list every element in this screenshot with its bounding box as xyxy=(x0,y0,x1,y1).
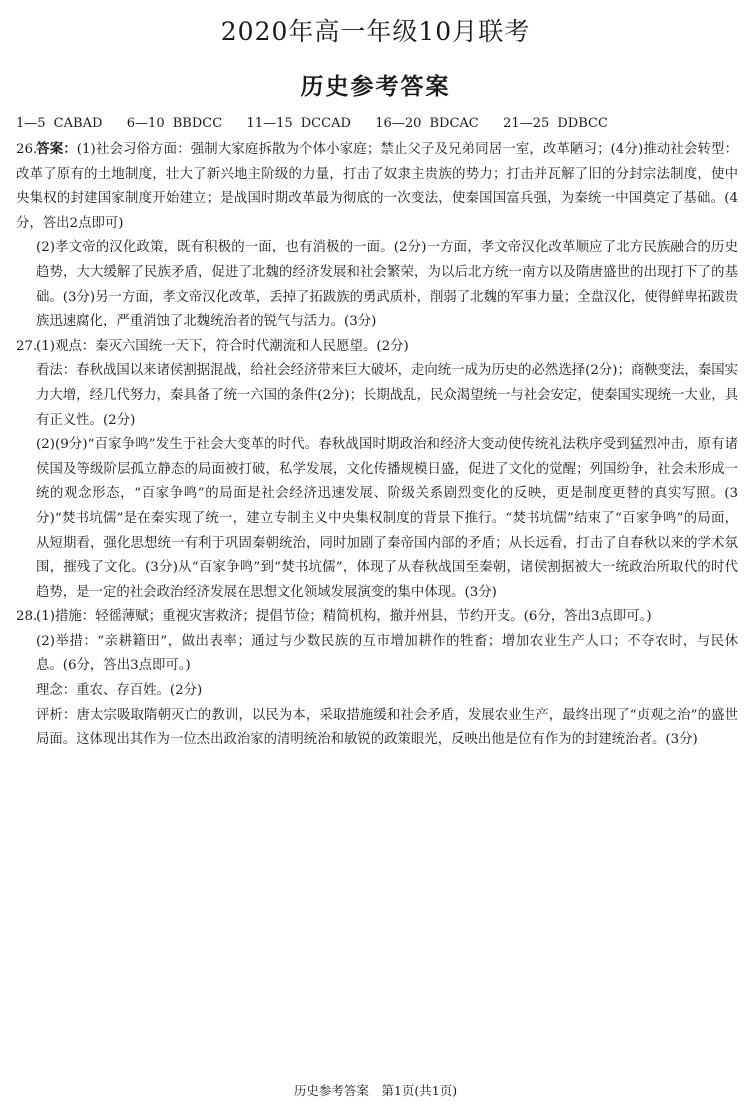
question-27-view: 看法：春秋战国以来诸侯割据混战，给社会经济带来巨大破坏，走向统一成为历史的必然选择(2分)；商鞅变法，秦国实力大增，经几代努力，秦具备了统一六国的条件(2分)；长期战乱，民众渴望统一与社会安定，使秦国实现统一大业，具有正义性。(2分) xyxy=(36,363,738,428)
question-number-26: 26. xyxy=(16,142,38,157)
answer-label: 答案： xyxy=(36,142,77,157)
q27-part1-text: (1)观点：秦灭六国统一天下，符合时代潮流和人民愿望。(2分) xyxy=(36,338,409,354)
question-28-evaluation: 评析：唐太宗吸取隋朝灭亡的教训，以民为本，采取措施缓和社会矛盾，发展农业生产，最终出现了“贞观之治”的盛世局面。这体现出其作为一位杰出政治家的清明统治和敏锐的政策眼光，反映出他是位有作为的封建统治者。(3分) xyxy=(36,707,738,748)
question-26-part-2: (2)孝文帝的汉化政策，既有积极的一面，也有消极的一面。(2分)一方面，孝文帝汉化改革顺应了北方民族融合的历史趋势，大大缓解了民族矛盾，促进了北魏的经济发展和社会繁荣，为以后北方统一南方以及隋唐盛世的出现打下了的基础。(3分)另一方面，孝文帝汉化改革，丢掉了拓跋族的勇武质朴，削弱了北魏的军事力量；全盘汉化，使得鲜卑拓跋贵族迅速腐化，严重消蚀了北魏统治者的锐气与活力。(3分) xyxy=(36,240,738,330)
question-27-part-2: (2)(9分)“百家争鸣”发生于社会大变革的时代。春秋战国时期政治和经济大变动使传统礼法秩序受到猛烈冲击，原有诸侯国及等级阶层孤立静态的局面被打破，私学发展，文化传播规模日盛，促进了文化的觉醒；列国纷争，社会未形成一统的观念形态，“百家争鸣”的局面是社会经济迅速发展、阶级关系剧烈变化的反映，更是制度更替的真实写照。(3分)“焚书坑儒”是在秦实现了统一，建立专制主义中央集权制度的背景下推行。“焚书坑儒”结束了“百家争鸣”的局面，从短期看，强化思想统一有利于巩固秦朝统治，同时加剧了秦帝国内部的矛盾；从长远看，打击了自春秋以来的学术氛围，摧残了文化。(3分)从“百家争鸣”到“焚书坑儒”，体现了从春秋战国至秦朝，诸侯割据被大一统政治所取代的时代趋势，是一定的社会政治经济发展在思想文化领域发展演变的集中体现。(3分) xyxy=(36,437,738,600)
multiple-choice-answers: 1—5 CABAD 6—10 BBDCC 11—15 DCCAD 16—20 BDCAC 21—25 DDBCC xyxy=(16,116,608,131)
question-28-concept: 理念：重农、存百姓。(2分) xyxy=(36,683,203,699)
question-number-27: 27. xyxy=(16,338,38,354)
exam-title: 2020年高一年级10月联考 xyxy=(220,17,531,46)
question-28-part-2: (2)举措：“亲耕籍田”，做出表率；通过与少数民族的互市增加耕作的牲畜；增加农业生产人口；不夺农时，与民休息。(6分，答出3点即可。) xyxy=(36,633,738,674)
question-27-part-1 xyxy=(16,335,738,360)
q26-part1-text: (1)社会习俗方面：强制大家庭拆散为个体小家庭；禁止父子及兄弟同居一室，改革陋习；(4分)推动社会转型：改革了原有的土地制度，壮大了新兴地主阶级的力量，打击了奴隶主贵族的势力；打击并瓦解了旧的分封宗法制度，使中央集权的封建国家制度开始建立；是战国时期改革最为彻底的一次变法，使秦国国富兵强，为秦统一中国奠定了基础。(4分，答出2点即可) xyxy=(16,142,738,231)
document-title: 历史参考答案 xyxy=(300,74,451,100)
answer-content xyxy=(16,138,738,753)
page-footer: 历史参考答案 第1页(共1页) xyxy=(293,1083,458,1098)
question-26-part-1 xyxy=(16,138,738,236)
question-number-28: 28. xyxy=(16,609,38,625)
question-28-part-1 xyxy=(16,605,738,630)
q28-part1-text: (1)措施：轻徭薄赋；重视灾害救济；提倡节俭；精简机构，撤并州县，节约开支。(6分，答出3点即可。) xyxy=(36,609,652,625)
